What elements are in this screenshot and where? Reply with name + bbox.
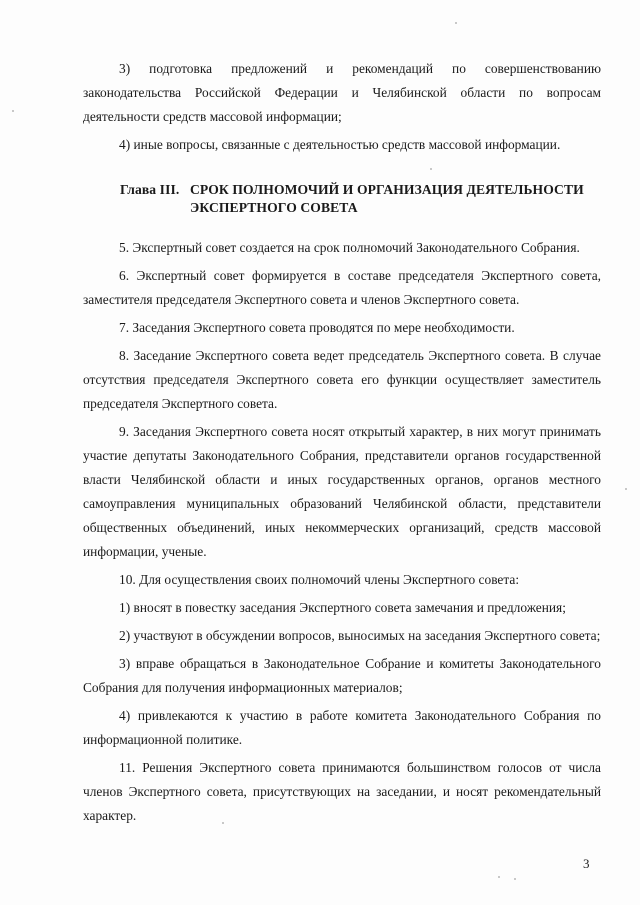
- paragraph-11: 11. Решения Экспертного совета принимаются большинством голосов от числа членов Экспертного совета, присутствующих на заседании, и носят рекомендательный характер.: [83, 760, 601, 823]
- paragraph-8: 8. Заседание Экспертного совета ведет председатель Экспертного совета. В случае отсутствия председателя Экспертного совета его функции осуществляет заместитель председателя Экспертного совета.: [83, 348, 601, 411]
- intro-items: [83, 57, 601, 157]
- scan-speck: [12, 110, 14, 112]
- paragraph-9: 9. Заседания Экспертного совета носят открытый характер, в них могут принимать участие депутаты Законодательного Собрания, представители органов государственной власти Челябинской области и иных государственных органов, органов местного самоуправления муниципальных образований Челябинской области, представители общественных объединений, иных некоммерческих организаций, средств массовой информации, ученые.: [83, 424, 601, 559]
- page-number: 3: [583, 856, 590, 871]
- list-item-3: 3) подготовка предложений и рекомендаций по совершенствованию законодательства Российской Федерации и Челябинской области по вопросам деятельности средств массовой информации;: [83, 61, 601, 124]
- scan-speck: [455, 22, 457, 24]
- paragraph-5: 5. Экспертный совет создается на срок полномочий Законодательного Собрания.: [119, 240, 580, 255]
- paragraph-6: 6. Экспертный совет формируется в составе председателя Экспертного совета, заместителя председателя Экспертного совета и членов Экспертного совета.: [83, 268, 601, 307]
- chapter-body: [83, 236, 601, 828]
- paragraph-10: 10. Для осуществления своих полномочий члены Экспертного совета:: [119, 572, 520, 587]
- scan-speck: [222, 822, 224, 824]
- scan-speck: [625, 488, 627, 490]
- paragraph-7: 7. Заседания Экспертного совета проводятся по мере необходимости.: [119, 320, 515, 335]
- subitem-2: 2) участвуют в обсуждении вопросов, выносимых на заседания Экспертного совета;: [119, 628, 601, 643]
- chapter-heading: [120, 181, 600, 217]
- subitem-4: 4) привлекаются к участию в работе комитета Законодательного Собрания по информационной политике.: [83, 708, 601, 747]
- chapter-title-line1: СРОК ПОЛНОМОЧИЙ И ОРГАНИЗАЦИЯ ДЕЯТЕЛЬНОСТИ: [190, 182, 584, 197]
- chapter-number: Глава III.: [120, 182, 180, 197]
- chapter-title-line2: ЭКСПЕРТНОГО СОВЕТА: [190, 200, 358, 215]
- subitem-1: 1) вносят в повестку заседания Экспертного совета замечания и предложения;: [119, 600, 566, 615]
- scan-speck: [430, 168, 432, 170]
- list-item-4: 4) иные вопросы, связанные с деятельностью средств массовой информации.: [119, 137, 561, 152]
- scan-speck: [514, 878, 516, 880]
- subitem-3: 3) вправе обращаться в Законодательное Собрание и комитеты Законодательного Собрания для получения информационных материалов;: [83, 656, 601, 695]
- scan-speck: [498, 876, 500, 878]
